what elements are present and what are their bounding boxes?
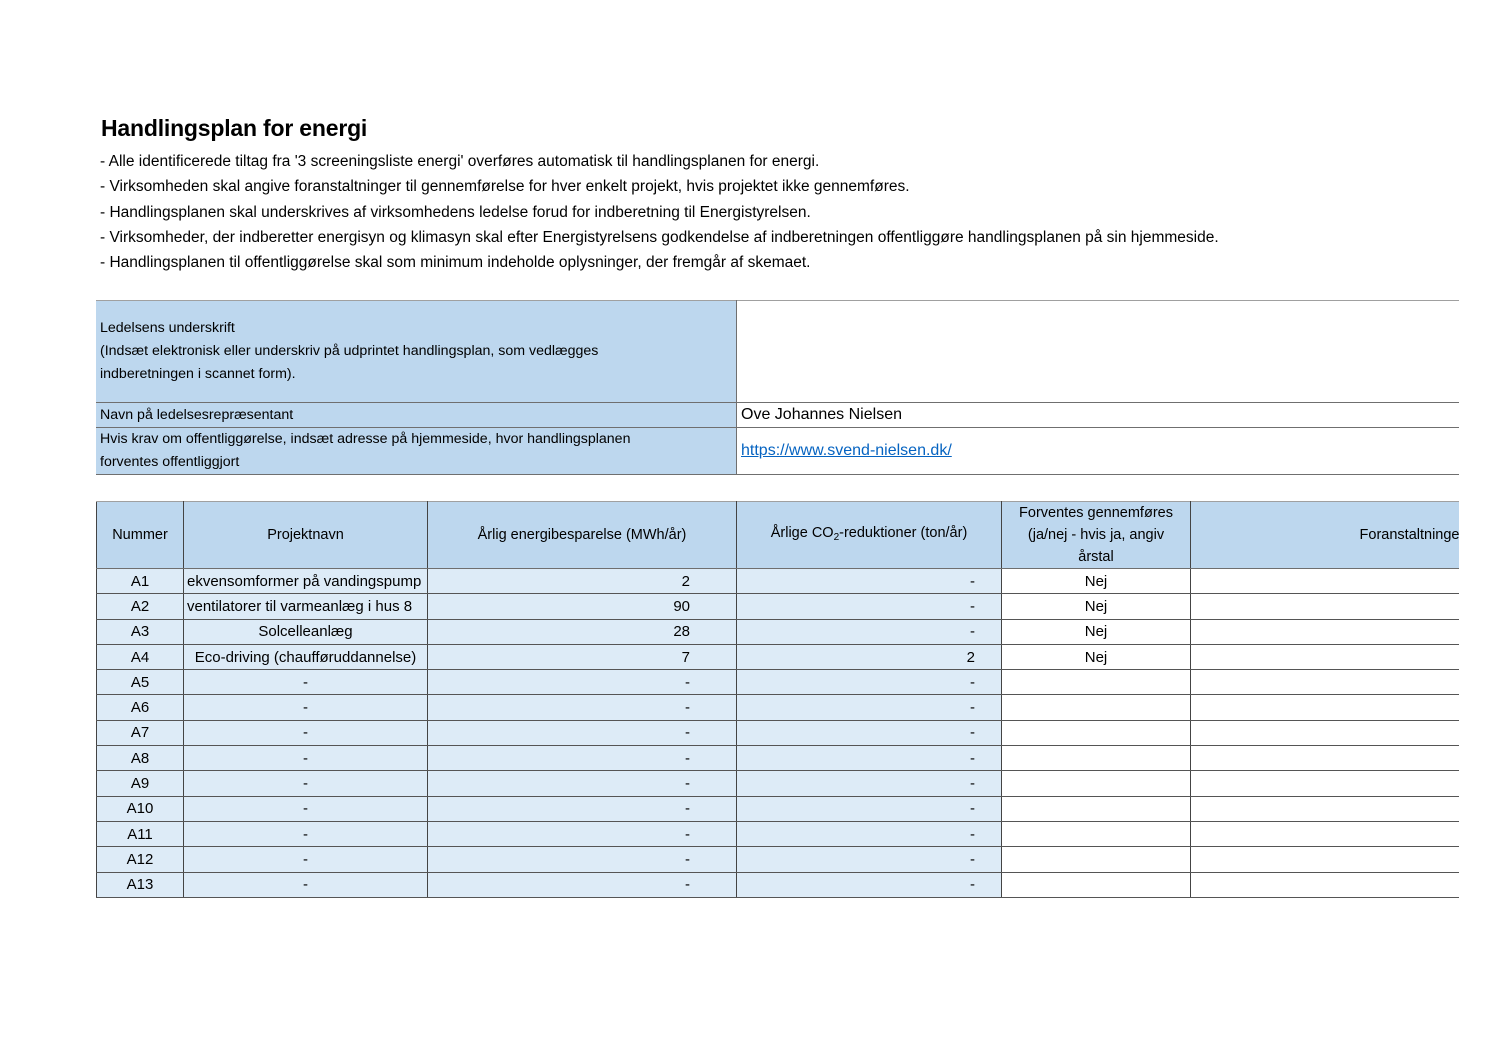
cell-nummer: A7 [97, 720, 184, 745]
cell-gennemfoeres[interactable] [1002, 720, 1191, 745]
cell-foranstaltninger[interactable] [1191, 695, 1460, 720]
cell-gennemfoeres[interactable]: Nej [1002, 644, 1191, 669]
cell-energi: - [428, 847, 737, 872]
cell-energi: - [428, 746, 737, 771]
cell-foranstaltninger[interactable] [1191, 796, 1460, 821]
col-header-nummer: Nummer [97, 502, 184, 569]
table-row [97, 594, 1460, 619]
cell-projektnavn: ventilatorer til varmeanlæg i hus 8 [184, 594, 428, 619]
cell-foranstaltninger[interactable] [1191, 619, 1460, 644]
cell-gennemfoeres[interactable] [1002, 695, 1191, 720]
table-row [97, 720, 1460, 745]
col-header-projektnavn: Projektnavn [184, 502, 428, 569]
cell-foranstaltninger[interactable] [1191, 670, 1460, 695]
cell-foranstaltninger[interactable] [1191, 720, 1460, 745]
col-header-foranstaltninger: Foranstaltninge [1191, 502, 1460, 569]
cell-energi: - [428, 695, 737, 720]
instruction-item: - Alle identificerede tiltag fra '3 screeningsliste energi' overføres automatisk til handlingsplanen for energi. [100, 153, 820, 170]
cell-co2: - [737, 847, 1002, 872]
cell-energi: 2 [428, 569, 737, 594]
col-header-co2: Årlige $CO_2$-reduktioner (ton/år) [737, 502, 1002, 569]
cell-gennemfoeres[interactable] [1002, 771, 1191, 796]
table-row [97, 746, 1460, 771]
cell-nummer: A3 [97, 619, 184, 644]
cell-foranstaltninger[interactable] [1191, 594, 1460, 619]
cell-foranstaltninger[interactable] [1191, 821, 1460, 846]
instruction-item: - Handlingsplanen skal underskrives af virksomhedens ledelse forud for indberetning til Energistyrelsen. [100, 203, 811, 221]
website-field [737, 428, 1460, 475]
instructions-list [100, 151, 1219, 277]
page-title: Handlingsplan for energi [101, 115, 368, 141]
cell-nummer: A1 [97, 569, 184, 594]
representative-row [96, 403, 1459, 428]
cell-nummer: A6 [97, 695, 184, 720]
cell-foranstaltninger[interactable] [1191, 644, 1460, 669]
cell-projektnavn: - [184, 746, 428, 771]
cell-nummer: A9 [97, 771, 184, 796]
col-header-energi: Årlig energibesparelse (MWh/år) [428, 502, 737, 569]
cell-energi: - [428, 872, 737, 897]
table-row [97, 796, 1460, 821]
cell-co2: - [737, 821, 1002, 846]
cell-co2: - [737, 872, 1002, 897]
table-row [97, 771, 1460, 796]
cell-co2: - [737, 670, 1002, 695]
website-row [96, 428, 1459, 475]
management-info-table [96, 300, 1459, 475]
cell-foranstaltninger[interactable] [1191, 569, 1460, 594]
table-header-row [97, 502, 1460, 569]
table-row [97, 872, 1460, 897]
table-row [97, 619, 1460, 644]
cell-energi: - [428, 720, 737, 745]
instruction-item: - Virksomheden skal angive foranstaltninger til gennemførelse for hver enkelt projekt, hvis projektet ikke gennemføres. [100, 178, 910, 196]
cell-foranstaltninger[interactable] [1191, 847, 1460, 872]
cell-foranstaltninger[interactable] [1191, 872, 1460, 897]
action-plan-table [96, 501, 1460, 898]
website-label: Hvis krav om offentliggørelse, indsæt adresse på hjemmeside, hvor handlingsplanen forventes offentliggjort [96, 428, 737, 475]
cell-projektnavn: - [184, 771, 428, 796]
instruction-item: - Virksomheder, der indberetter energisyn og klimasyn skal efter Energistyrelsens godkendelse af indberetningen offentliggøre handlingsplanen på sin hjemmeside. [100, 228, 1219, 246]
instruction-item: - Handlingsplanen til offentliggørelse skal som minimum indeholde oplysninger, der fremgår af skemaet. [100, 254, 811, 272]
col-header-gennemfoeres: Forventes gennemføres (ja/nej - hvis ja, angiv årstal [1002, 502, 1191, 569]
representative-name-field[interactable]: Ove Johannes Nielsen [737, 403, 1460, 428]
cell-gennemfoeres[interactable]: Nej [1002, 619, 1191, 644]
cell-co2: - [737, 619, 1002, 644]
cell-energi: 28 [428, 619, 737, 644]
cell-energi: - [428, 771, 737, 796]
cell-foranstaltninger[interactable] [1191, 746, 1460, 771]
table-row [97, 847, 1460, 872]
cell-projektnavn: - [184, 872, 428, 897]
cell-nummer: A2 [97, 594, 184, 619]
cell-nummer: A13 [97, 872, 184, 897]
table-row [97, 821, 1460, 846]
cell-gennemfoeres[interactable]: Nej [1002, 569, 1191, 594]
cell-co2: - [737, 594, 1002, 619]
cell-gennemfoeres[interactable] [1002, 796, 1191, 821]
page-edge [1459, 290, 1497, 910]
cell-energi: 90 [428, 594, 737, 619]
cell-projektnavn: - [184, 821, 428, 846]
cell-co2: - [737, 796, 1002, 821]
cell-projektnavn: ekvensomformer på vandingspump [184, 569, 428, 594]
cell-energi: 7 [428, 644, 737, 669]
cell-energi: - [428, 670, 737, 695]
cell-nummer: A12 [97, 847, 184, 872]
representative-label: Navn på ledelsesrepræsentant [96, 403, 737, 428]
table-row [97, 670, 1460, 695]
table-row [97, 569, 1460, 594]
cell-co2: - [737, 569, 1002, 594]
cell-projektnavn: - [184, 695, 428, 720]
cell-co2: 2 [737, 644, 1002, 669]
cell-energi: - [428, 821, 737, 846]
cell-projektnavn: Eco-driving (chaufføruddannelse) [184, 644, 428, 669]
cell-projektnavn: - [184, 847, 428, 872]
cell-co2: - [737, 746, 1002, 771]
website-link[interactable]: https://www.svend-nielsen.dk/ [741, 442, 952, 459]
cell-nummer: A8 [97, 746, 184, 771]
cell-nummer: A11 [97, 821, 184, 846]
cell-projektnavn: Solcelleanlæg [184, 619, 428, 644]
signature-row [96, 301, 1459, 403]
signature-field[interactable] [737, 301, 1460, 403]
cell-nummer: A10 [97, 796, 184, 821]
cell-nummer: A5 [97, 670, 184, 695]
cell-gennemfoeres[interactable] [1002, 670, 1191, 695]
cell-co2: - [737, 720, 1002, 745]
cell-projektnavn: - [184, 720, 428, 745]
cell-gennemfoeres[interactable]: Nej [1002, 594, 1191, 619]
signature-label: Ledelsens underskrift (Indsæt elektronisk eller underskriv på udprintet handlingsplan, som vedlægges indberetningen i scannet form). [96, 301, 737, 403]
table-row [97, 695, 1460, 720]
cell-projektnavn: - [184, 670, 428, 695]
cell-energi: - [428, 796, 737, 821]
cell-gennemfoeres[interactable] [1002, 746, 1191, 771]
cell-gennemfoeres[interactable] [1002, 821, 1191, 846]
cell-projektnavn: - [184, 796, 428, 821]
cell-foranstaltninger[interactable] [1191, 771, 1460, 796]
table-row [97, 644, 1460, 669]
cell-nummer: A4 [97, 644, 184, 669]
cell-co2: - [737, 771, 1002, 796]
cell-gennemfoeres[interactable] [1002, 872, 1191, 897]
cell-co2: - [737, 695, 1002, 720]
cell-gennemfoeres[interactable] [1002, 847, 1191, 872]
